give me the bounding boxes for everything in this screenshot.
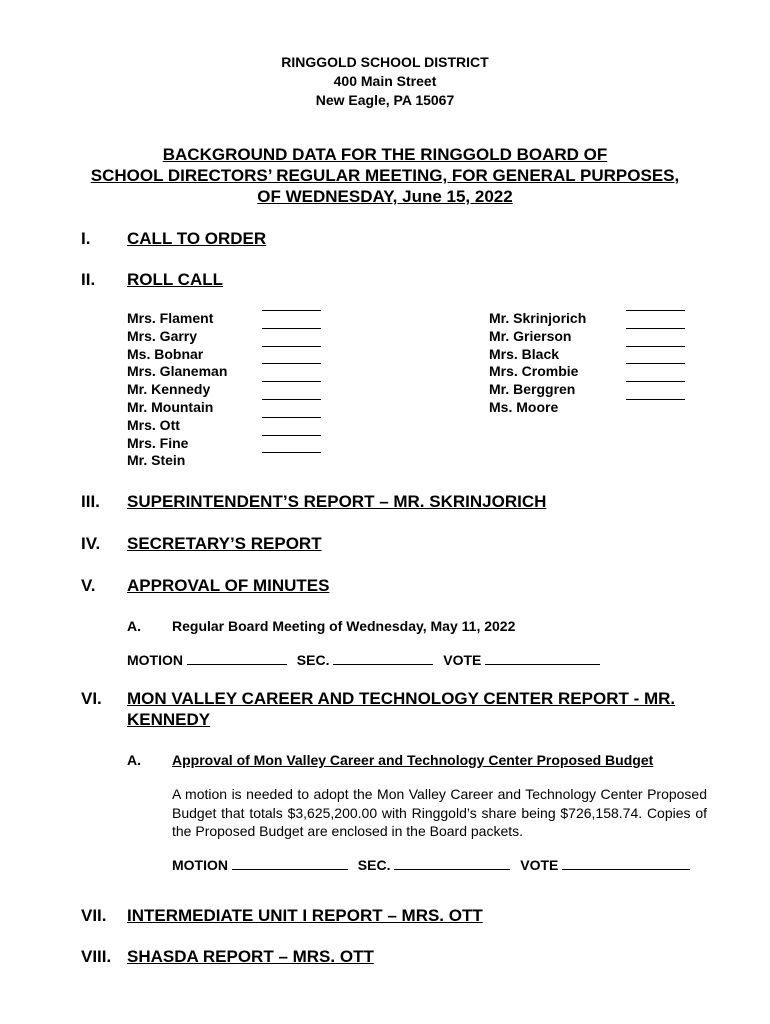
section-title: CALL TO ORDER [127,229,267,248]
document-title [0,144,770,207]
roll-call-name: Mr. Skrinjorich [489,310,587,326]
roll-call-blank[interactable] [262,452,321,453]
district-city: New Eagle, PA 15067 [315,92,455,108]
vote-blank[interactable] [562,857,690,870]
roll-call-name: Mr. Stein [127,452,186,469]
roll-call-blank[interactable] [262,417,321,418]
motion-label: MOTION [127,652,183,668]
sec-label: SEC. [357,857,391,873]
title-line-2: SCHOOL DIRECTORS’ REGULAR MEETING, FOR GENERAL PURPOSES, [90,166,680,185]
motion-blank[interactable] [187,652,287,665]
item-text: Approval of Mon Valley Career and Technology Center Proposed Budget [172,752,654,768]
section-number: I. [81,229,91,248]
roll-call-name: Mrs. Fine [127,434,189,451]
roll-call-name: Ms. Moore [489,398,559,415]
roll-call-name: Mr. Grierson [489,327,572,344]
roll-call-blank[interactable] [262,310,321,311]
section-number: VII. [81,906,107,925]
roll-call-blank[interactable] [262,363,321,364]
roll-call-name: Mr. Mountain [127,398,214,415]
section-title: APPROVAL OF MINUTES [127,576,330,595]
section-title [127,688,675,730]
section-number: II. [81,270,96,289]
roll-call-right-column [489,310,586,417]
section-title: SUPERINTENDENT’S REPORT – MR. SKRINJORICH [127,492,547,511]
roll-call-name: Mr. Berggren [489,381,576,398]
mvctc-motion-row [172,857,690,873]
minutes-motion-row [127,652,600,668]
roll-call-name: Ms. Bobnar [127,345,204,362]
mvctc-paragraph: A motion is needed to adopt the Mon Valley Career and Technology Center Proposed Budget that totals $3,625,200.00 with Ringgold’s share being $726,158.74. Copies of the Proposed Budget are enclosed in the Board packets. [172,786,707,839]
section-number: VIII. [81,947,112,966]
roll-call-name: Mr. Kennedy [127,381,211,398]
district-street: 400 Main Street [333,73,437,89]
section-number: IV. [81,534,101,553]
roll-call-blank[interactable] [626,381,685,382]
item-letter: A. [127,618,141,634]
title-line-1: BACKGROUND DATA FOR THE RINGGOLD BOARD OF [162,145,608,164]
section-title: SHASDA REPORT – MRS. OTT [127,947,374,966]
roll-call-blank[interactable] [262,381,321,382]
roll-call-blank[interactable] [262,435,321,436]
roll-call-name: Mrs. Black [489,345,560,362]
section-title: SECRETARY’S REPORT [127,534,322,553]
vote-label: VOTE [443,652,482,668]
section-number: III. [81,492,100,511]
vote-label: VOTE [520,857,559,873]
section-title-line-1: MON VALLEY CAREER AND TECHNOLOGY CENTER REPORT - MR. [127,689,676,708]
motion-blank[interactable] [232,857,348,870]
sec-label: SEC. [296,652,330,668]
roll-call-blank[interactable] [626,399,685,400]
document-header [0,53,770,110]
roll-call-blank[interactable] [626,363,685,364]
item-letter: A. [127,752,141,768]
roll-call-blank[interactable] [262,346,321,347]
roll-call-name: Mrs. Ott [127,416,180,433]
section-number: VI. [81,689,102,708]
roll-call-blank[interactable] [626,310,685,311]
district-name: RINGGOLD SCHOOL DISTRICT [281,54,489,70]
roll-call-name: Mrs. Glaneman [127,363,228,380]
roll-call-name: Mrs. Flament [127,310,214,326]
section-title: ROLL CALL [127,270,224,289]
roll-call-name: Mrs. Crombie [489,363,579,380]
roll-call-name: Mrs. Garry [127,327,198,344]
motion-label: MOTION [172,857,228,873]
item-text: Regular Board Meeting of Wednesday, May 11, 2022 [172,618,516,634]
roll-call-blank[interactable] [262,399,321,400]
roll-call-left-column [127,310,227,470]
title-line-3: OF WEDNESDAY, June 15, 2022 [257,187,513,206]
roll-call-blank[interactable] [262,328,321,329]
sec-blank[interactable] [333,652,433,665]
section-number: V. [81,576,96,595]
section-title: INTERMEDIATE UNIT I REPORT – MRS. OTT [127,906,483,925]
vote-blank[interactable] [485,652,600,665]
sec-blank[interactable] [394,857,510,870]
roll-call-blank[interactable] [626,346,685,347]
section-title-line-2: KENNEDY [127,710,211,729]
roll-call-blank[interactable] [626,328,685,329]
